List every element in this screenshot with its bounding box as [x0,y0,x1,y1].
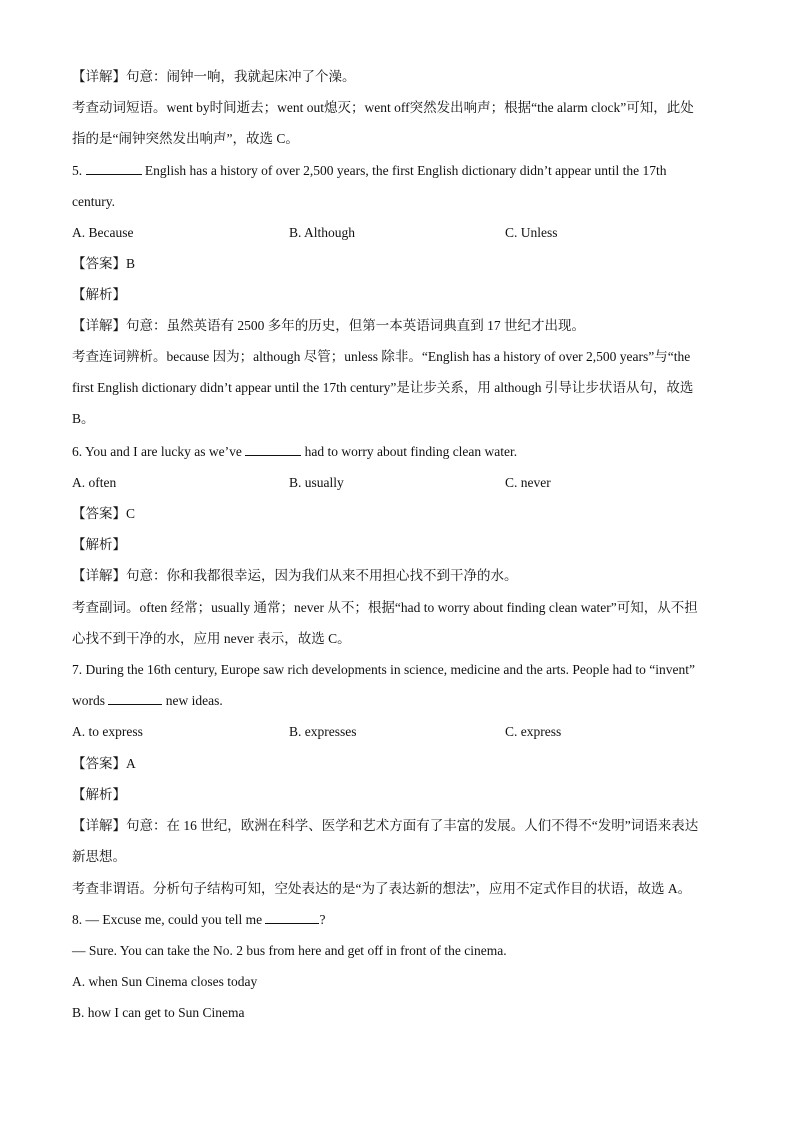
question-6 [72,443,732,461]
option-a: A. Because [72,225,134,240]
analysis-line: first English dictionary didn’t appear until the 17th century”是让步关系，用 although 引导让步状语从句，故选 [72,380,694,395]
answer-line: 【答案】A [72,756,136,771]
option-b: B. usually [289,475,344,490]
option-c: C. Unless [505,225,558,240]
question-text: words [72,693,105,708]
analysis-line: 心找不到干净的水，应用 never 表示，故选 C。 [72,631,351,646]
question-text: English has a history of over 2,500 years, the first English dictionary didn’t appear until the 17th [144,163,667,178]
option-a: A. often [72,475,117,490]
analysis-line: 考查副词。often 经常；usually 通常；never 从不；根据“had to worry about finding clean water”可知，从不担 [72,600,698,615]
answer-blank [108,692,162,705]
question-text: ? [319,912,326,927]
analysis-line: 考查连词辨析。because 因为；although 尽管；unless 除非。“English has a history of over 2,500 years”与“the [72,349,691,364]
option-b: B. expresses [289,724,357,739]
detail-line: 【详解】句意：虽然英语有 2500 多年的历史，但第一本英语词典直到 17 世纪才出现。 [72,318,585,333]
answer-line: 【答案】B [72,256,136,271]
question-text: 6. You and I are lucky as we’ve [72,444,242,459]
detail-line: 【详解】句意：你和我都很幸运，因为我们从来不用担心找不到干净的水。 [72,568,518,583]
question-number: 5. [72,163,83,178]
answer-line: 【答案】C [72,506,136,521]
analysis-heading: 【解析】 [72,287,126,302]
dialogue-reply: — Sure. You can take the No. 2 bus from here and get off in front of the cinema. [72,943,507,958]
analysis-heading: 【解析】 [72,537,126,552]
question-text: new ideas. [165,693,223,708]
question-text: had to worry about finding clean water. [304,444,518,459]
answer-blank [245,443,301,456]
option-b: B. how I can get to Sun Cinema [72,1005,245,1020]
question-5 [72,162,732,180]
detail-line: 【详解】句意：在 16 世纪，欧洲在科学、医学和艺术方面有了丰富的发展。人们不得不“发明”词语来表达 [72,818,699,833]
analysis-line: 指的是“闹钟突然发出响声”，故选 C。 [72,131,299,146]
detail-line: 【详解】句意：闹钟一响，我就起床冲了个澡。 [72,69,356,84]
answer-blank [265,911,319,924]
analysis-heading: 【解析】 [72,787,126,802]
question-8 [72,911,732,929]
option-b: B. Although [289,225,356,240]
question-text: 8. — Excuse me, could you tell me [72,912,263,927]
option-c: C. express [505,724,562,739]
answer-blank [86,162,142,175]
option-a: A. to express [72,724,143,739]
question-text-cont: century. [72,194,115,209]
option-c: C. never [505,475,551,490]
analysis-line: B。 [72,411,95,426]
analysis-line: 考查非谓语。分析句子结构可知，空处表达的是“为了表达新的想法”，应用不定式作目的状语，故选 A。 [72,881,692,896]
question-7: 7. During the 16th century, Europe saw rich developments in science, medicine and the arts. People had to “invent” [72,662,695,677]
question-text-cont [72,692,732,710]
analysis-line: 考查动词短语。went by时间逝去；went out熄灭；went off突然发出响声；根据“the alarm clock”可知，此处 [72,100,694,115]
option-a: A. when Sun Cinema closes today [72,974,258,989]
detail-line: 新思想。 [72,849,126,864]
